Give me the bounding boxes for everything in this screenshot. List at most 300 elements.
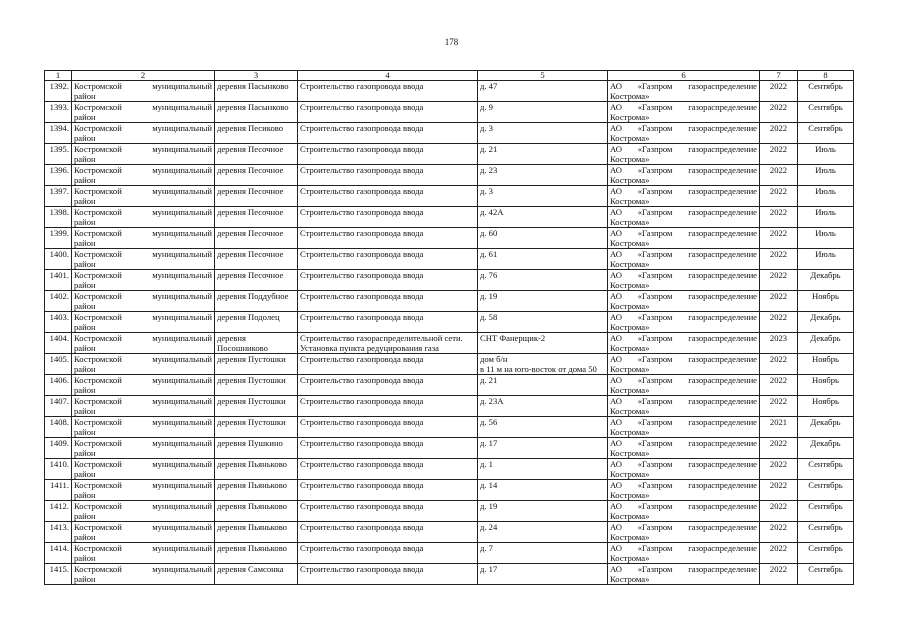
row-number: 1410. [45,459,72,480]
operator-word: «Газпром [637,186,673,196]
operator-word: «Газпром [637,144,673,154]
work-cell [298,186,478,207]
work-cell [298,543,478,564]
year-cell: 2022 [760,207,798,228]
district-word: Костромской [74,123,122,133]
locality-line: деревня Песочное [217,228,284,238]
district-word: муниципальный [152,522,212,532]
operator-word: «Газпром [637,522,673,532]
operator-word: газораспределение [688,522,757,532]
district-cell [72,312,215,333]
work-cell [298,291,478,312]
work-line: Строительство газопровода ввода [300,186,424,196]
district-word: район [74,259,96,269]
locality-line: деревня Песочное [217,249,284,259]
row-number: 1399. [45,228,72,249]
district-word: район [74,322,96,332]
locality-line: деревня Песочное [217,270,284,280]
operator-cell [608,522,760,543]
operator-word: Кострома» [610,91,650,101]
district-cell [72,228,215,249]
operator-word: «Газпром [637,480,673,490]
work-cell [298,144,478,165]
work-line: Строительство газопровода ввода [300,543,424,553]
operator-cell [608,438,760,459]
operator-word: АО [610,207,622,217]
table-row [45,522,854,543]
year-cell: 2022 [760,144,798,165]
operator-word: газораспределение [688,186,757,196]
year-cell: 2022 [760,459,798,480]
district-word: муниципальный [152,375,212,385]
locality-line: деревня Пустошки [217,354,286,364]
district-word: муниципальный [152,81,212,91]
district-word: район [74,112,96,122]
work-cell [298,522,478,543]
address-cell [478,186,608,207]
operator-word: газораспределение [688,165,757,175]
operator-word: АО [610,186,622,196]
operator-word: АО [610,480,622,490]
operator-word: «Газпром [637,102,673,112]
address-cell [478,480,608,501]
address-line: д. 42А [480,207,504,217]
locality-line: деревня Песиково [217,123,284,133]
district-word: район [74,91,96,101]
table-row [45,291,854,312]
row-number: 1415. [45,564,72,585]
district-word: район [74,196,96,206]
month-cell: Июль [798,186,854,207]
district-word: район [74,343,96,353]
row-number: 1393. [45,102,72,123]
district-cell [72,480,215,501]
column-number-row [45,71,854,81]
operator-word: газораспределение [688,312,757,322]
operator-cell [608,207,760,228]
month-cell: Сентябрь [798,543,854,564]
operator-word: «Газпром [637,438,673,448]
work-line: Строительство газопровода ввода [300,375,424,385]
work-line: Строительство газопровода ввода [300,291,424,301]
operator-cell [608,312,760,333]
operator-word: АО [610,375,622,385]
row-number: 1406. [45,375,72,396]
work-cell [298,312,478,333]
column-number: 7 [760,71,798,81]
district-cell [72,375,215,396]
locality-line: деревня Пьяньково [217,480,287,490]
operator-cell [608,144,760,165]
district-cell [72,291,215,312]
row-number: 1413. [45,522,72,543]
locality-cell [215,417,298,438]
operator-word: Кострома» [610,574,650,584]
work-cell [298,354,478,375]
table-row [45,417,854,438]
row-number: 1404. [45,333,72,354]
operator-word: «Газпром [637,207,673,217]
district-cell [72,333,215,354]
district-word: муниципальный [152,291,212,301]
operator-cell [608,333,760,354]
locality-cell [215,543,298,564]
month-cell: Июль [798,249,854,270]
month-cell: Ноябрь [798,354,854,375]
row-number: 1411. [45,480,72,501]
operator-word: АО [610,165,622,175]
district-cell [72,396,215,417]
address-cell [478,438,608,459]
column-number: 2 [72,71,215,81]
year-cell: 2022 [760,354,798,375]
district-word: район [74,133,96,143]
work-line: Строительство газопровода ввода [300,102,424,112]
address-line: в 11 м на юго-восток от дома 50 [480,364,597,374]
address-cell [478,123,608,144]
address-cell [478,207,608,228]
district-word: Костромской [74,207,122,217]
operator-word: «Газпром [637,333,673,343]
district-word: Костромской [74,291,122,301]
table-row [45,501,854,522]
district-word: район [74,280,96,290]
address-cell [478,396,608,417]
address-cell [478,564,608,585]
district-cell [72,123,215,144]
district-cell [72,270,215,291]
district-word: Костромской [74,354,122,364]
district-cell [72,501,215,522]
locality-line: деревня Пьяньково [217,522,287,532]
operator-word: «Газпром [637,291,673,301]
operator-word: Кострома» [610,133,650,143]
year-cell: 2022 [760,480,798,501]
year-cell: 2022 [760,291,798,312]
year-cell: 2022 [760,123,798,144]
work-line: Строительство газопровода ввода [300,144,424,154]
operator-word: АО [610,459,622,469]
district-cell [72,102,215,123]
row-number: 1402. [45,291,72,312]
address-cell [478,291,608,312]
month-cell: Сентябрь [798,501,854,522]
address-line: д. 76 [480,270,498,280]
work-line: Строительство газопровода ввода [300,522,424,532]
address-line: СНТ Фанерщик-2 [480,333,546,343]
work-cell [298,249,478,270]
district-word: муниципальный [152,312,212,322]
month-cell: Сентябрь [798,480,854,501]
locality-cell [215,186,298,207]
month-cell: Декабрь [798,270,854,291]
operator-cell [608,417,760,438]
address-line: д. 7 [480,543,493,553]
table-row [45,480,854,501]
year-cell: 2022 [760,186,798,207]
operator-word: Кострома» [610,532,650,542]
operator-word: АО [610,522,622,532]
operator-word: Кострома» [610,259,650,269]
operator-word: «Газпром [637,459,673,469]
address-cell [478,375,608,396]
locality-cell [215,249,298,270]
address-line: д. 17 [480,564,498,574]
address-cell [478,228,608,249]
locality-cell [215,354,298,375]
district-word: муниципальный [152,186,212,196]
work-cell [298,81,478,102]
locality-cell [215,165,298,186]
district-word: муниципальный [152,165,212,175]
work-cell [298,228,478,249]
table-row [45,207,854,228]
operator-word: Кострома» [610,217,650,227]
district-cell [72,564,215,585]
operator-word: АО [610,123,622,133]
district-word: район [74,154,96,164]
locality-line: Посошниково [217,343,268,353]
operator-cell [608,501,760,522]
year-cell: 2022 [760,396,798,417]
district-word: Костромской [74,480,122,490]
work-line: Строительство газопровода ввода [300,207,424,217]
work-line: Строительство газопровода ввода [300,564,424,574]
work-line: Установка пункта редуцирования газа [300,343,439,353]
locality-line: деревня Поддубное [217,291,289,301]
locality-line: деревня Песочное [217,186,284,196]
operator-word: Кострома» [610,490,650,500]
district-word: муниципальный [152,480,212,490]
district-word: район [74,175,96,185]
district-word: муниципальный [152,207,212,217]
table-row [45,438,854,459]
operator-word: «Газпром [637,354,673,364]
row-number: 1408. [45,417,72,438]
operator-word: газораспределение [688,207,757,217]
locality-cell [215,438,298,459]
row-number: 1398. [45,207,72,228]
operator-word: газораспределение [688,501,757,511]
month-cell: Ноябрь [798,291,854,312]
district-word: муниципальный [152,543,212,553]
operator-word: Кострома» [610,427,650,437]
operator-word: Кострома» [610,322,650,332]
district-word: район [74,217,96,227]
district-word: Костромской [74,438,122,448]
work-cell [298,123,478,144]
address-cell [478,417,608,438]
operator-word: газораспределение [688,480,757,490]
operator-word: Кострома» [610,154,650,164]
district-word: район [74,532,96,542]
work-line: Строительство газопровода ввода [300,480,424,490]
operator-word: «Газпром [637,249,673,259]
district-word: Костромской [74,333,122,343]
district-word: муниципальный [152,501,212,511]
operator-cell [608,480,760,501]
district-cell [72,249,215,270]
work-line: Строительство газопровода ввода [300,501,424,511]
operator-word: Кострома» [610,112,650,122]
work-line: Строительство газопровода ввода [300,396,424,406]
district-word: Костромской [74,396,122,406]
table-row [45,165,854,186]
operator-cell [608,270,760,291]
month-cell: Декабрь [798,438,854,459]
table-row [45,186,854,207]
work-cell [298,270,478,291]
operator-word: Кострома» [610,553,650,563]
address-line: д. 58 [480,312,498,322]
month-cell: Сентябрь [798,81,854,102]
row-number: 1394. [45,123,72,144]
district-word: район [74,511,96,521]
locality-cell [215,81,298,102]
address-line: д. 14 [480,480,498,490]
row-number: 1392. [45,81,72,102]
locality-cell [215,480,298,501]
district-cell [72,543,215,564]
work-cell [298,564,478,585]
operator-word: АО [610,312,622,322]
address-line: д. 17 [480,438,498,448]
operator-word: АО [610,501,622,511]
operator-cell [608,249,760,270]
district-word: район [74,364,96,374]
address-line: дом б/н [480,354,508,364]
gasification-schedule-table [44,70,854,585]
operator-word: АО [610,354,622,364]
row-number: 1396. [45,165,72,186]
month-cell: Ноябрь [798,375,854,396]
work-cell [298,333,478,354]
locality-cell [215,123,298,144]
locality-cell [215,144,298,165]
operator-cell [608,354,760,375]
year-cell: 2022 [760,375,798,396]
operator-cell [608,81,760,102]
address-cell [478,165,608,186]
work-line: Строительство газопровода ввода [300,270,424,280]
operator-word: Кострома» [610,511,650,521]
locality-line: деревня Песочное [217,165,284,175]
address-cell [478,81,608,102]
operator-word: АО [610,396,622,406]
operator-word: «Газпром [637,396,673,406]
operator-word: газораспределение [688,81,757,91]
row-number: 1414. [45,543,72,564]
operator-word: АО [610,270,622,280]
work-cell [298,396,478,417]
operator-word: АО [610,333,622,343]
year-cell: 2022 [760,165,798,186]
district-word: Костромской [74,564,122,574]
locality-line: деревня [217,333,246,343]
locality-cell [215,396,298,417]
operator-word: Кострома» [610,301,650,311]
month-cell: Декабрь [798,312,854,333]
operator-cell [608,123,760,144]
operator-word: «Газпром [637,123,673,133]
operator-word: газораспределение [688,564,757,574]
year-cell: 2022 [760,438,798,459]
locality-line: деревня Пустошки [217,375,286,385]
address-cell [478,249,608,270]
operator-word: газораспределение [688,123,757,133]
district-word: муниципальный [152,228,212,238]
operator-word: «Газпром [637,165,673,175]
table-row [45,312,854,333]
work-cell [298,459,478,480]
year-cell: 2022 [760,501,798,522]
work-line: Строительство газопровода ввода [300,165,424,175]
district-word: Костромской [74,417,122,427]
month-cell: Сентябрь [798,522,854,543]
locality-cell [215,207,298,228]
row-number: 1395. [45,144,72,165]
month-cell: Ноябрь [798,396,854,417]
address-line: д. 3 [480,186,493,196]
address-cell [478,102,608,123]
operator-word: газораспределение [688,249,757,259]
operator-word: Кострома» [610,448,650,458]
district-word: муниципальный [152,249,212,259]
operator-cell [608,543,760,564]
work-cell [298,102,478,123]
locality-line: деревня Пушкино [217,438,283,448]
row-number: 1397. [45,186,72,207]
work-line: Строительство газораспределительной сети. [300,333,463,343]
work-cell [298,375,478,396]
row-number: 1407. [45,396,72,417]
row-number: 1409. [45,438,72,459]
column-number: 1 [45,71,72,81]
district-word: Костромской [74,522,122,532]
operator-cell [608,396,760,417]
operator-word: «Газпром [637,501,673,511]
district-cell [72,81,215,102]
work-line: Строительство газопровода ввода [300,417,424,427]
address-line: д. 23 [480,165,498,175]
month-cell: Декабрь [798,417,854,438]
year-cell: 2022 [760,102,798,123]
address-line: д. 47 [480,81,498,91]
locality-line: деревня Пьяньково [217,501,287,511]
district-word: Костромской [74,543,122,553]
district-word: Костромской [74,501,122,511]
row-number: 1400. [45,249,72,270]
district-word: район [74,427,96,437]
address-line: д. 21 [480,144,498,154]
district-cell [72,438,215,459]
locality-line: деревня Самсонка [217,564,284,574]
district-word: район [74,238,96,248]
table-row [45,228,854,249]
operator-word: «Газпром [637,312,673,322]
address-line: д. 56 [480,417,498,427]
locality-cell [215,270,298,291]
address-cell [478,543,608,564]
district-word: муниципальный [152,333,212,343]
work-cell [298,207,478,228]
year-cell: 2022 [760,522,798,543]
address-line: д. 21 [480,375,498,385]
locality-cell [215,333,298,354]
address-line: д. 3 [480,123,493,133]
operator-word: «Газпром [637,543,673,553]
operator-word: Кострома» [610,469,650,479]
